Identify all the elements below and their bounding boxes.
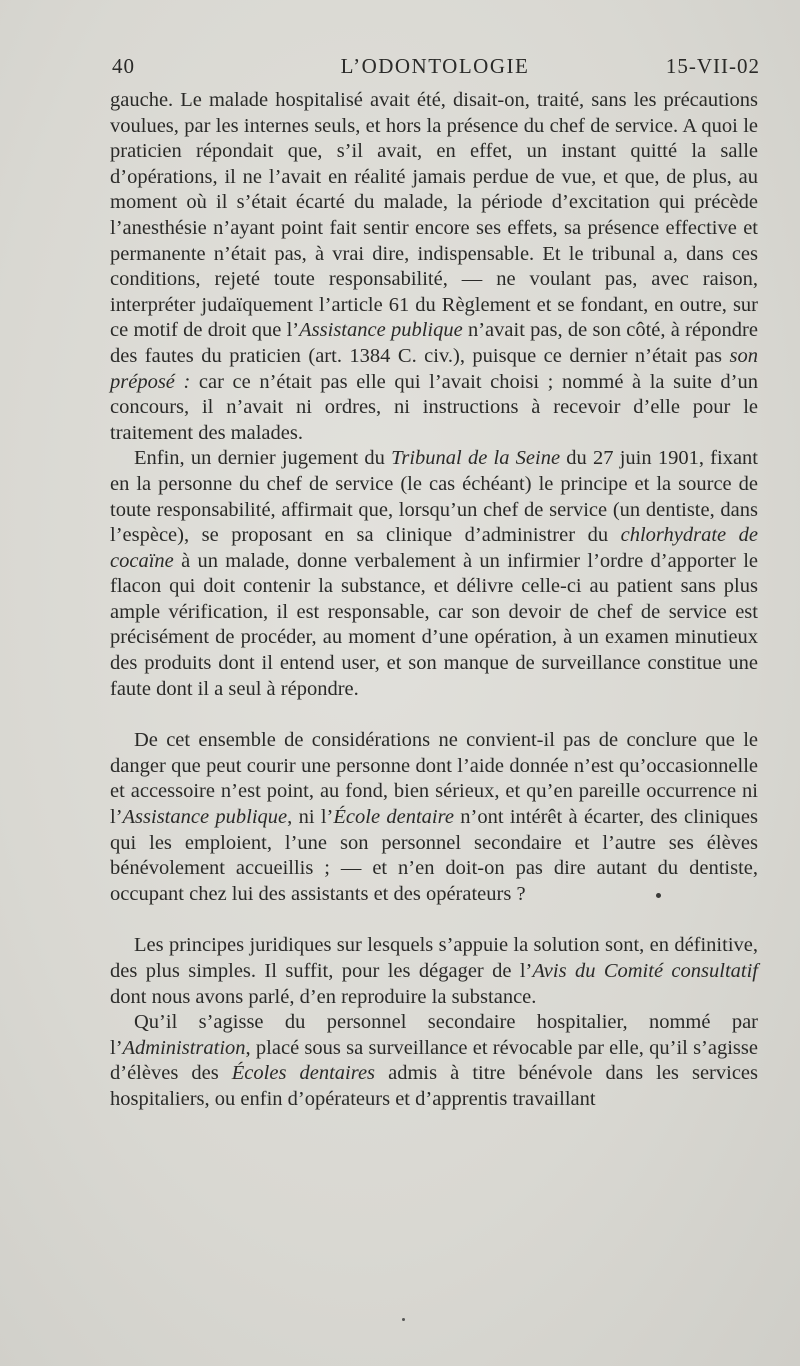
journal-title: L’ODONTOLOGIE: [340, 54, 530, 78]
paragraph-1: [110, 88, 758, 446]
text-run: Les principes juridiques sur lesquels s’appuie la solution sont, en définitive, des plus simples. Il suffit, pour les dégager de l’: [110, 934, 758, 982]
text-run: admis à titre bénévole dans les services hospitaliers, ou enfin d’opérateurs et d’apprentis travaillant: [110, 1062, 759, 1110]
page-number: 40: [112, 54, 135, 78]
italic-phrase: chlorhydrate de cocaïne: [110, 524, 759, 572]
italic-phrase: Écoles dentaires: [231, 1062, 376, 1085]
italic-phrase: École dentaire: [333, 806, 454, 829]
text-run: , placé sous sa surveillance et révocable par elle, qu’il s’agisse d’élèves des: [110, 1036, 758, 1085]
text-run: n’ont intérêt à écarter, des cliniques qui les emploient, l’une son personnel secondaire et l’autre ses élèves bénévolement accueillis ; — et n’en doit-on pas dire autant du dentiste, occupant chez lui des assistants et des opérateurs ?: [110, 806, 758, 905]
body-text: [110, 88, 758, 1113]
text-run: du 27 juin 1901, fixant en la personne du chef de service (le cas échéant) le principe et la source de toute responsabilité, affirmait que, lorsqu’un chef de service (un dentiste, dans l’espèce), se proposant en sa clinique d’administrer du: [110, 447, 758, 547]
italic-phrase: Administration: [122, 1036, 246, 1059]
italic-phrase: Assistance publique: [299, 319, 463, 342]
text-run: De cet ensemble de considérations ne convient-il pas de conclure que le danger que peut courir une personne dont l’aide donnée n’est qu’occasionnelle et accessoire n’est point, au fond, bien sérieux, et qu’en pareille occurrence ni l’: [110, 729, 758, 829]
issue-date: 15-VII-02: [665, 54, 760, 78]
text-run: à un malade, donne verbalement à un infirmier l’ordre d’apporter le flacon qui doit contenir la substance, et délivre celle-ci au patient sans plus ample vérification, il est responsable, car son devoir de chef de service est précisément de procéder, au moment d’une opération, à un examen minutieux des produits dont il entend user, et son manque de surveillance constitue une faute dont il a seul à répondre.: [110, 549, 758, 700]
italic-phrase: Assistance publique: [122, 806, 288, 829]
text-run: , ni l’: [287, 806, 334, 829]
paragraph-5: [110, 1010, 758, 1112]
print-speck: [402, 1318, 405, 1321]
paragraph-3: [110, 728, 758, 907]
italic-phrase: Tribunal de la Seine: [391, 447, 561, 470]
text-run: dont nous avons parlé, d’en reproduire la substance.: [110, 985, 537, 1008]
printer-mark: [656, 893, 661, 898]
text-run: Qu’il s’agisse du personnel secondaire hospitalier, nommé par l’: [110, 1011, 758, 1059]
text-run: n’avait pas, de son côté, à répondre des fautes du praticien (art. 1384 C. civ.), puisque ce dernier n’était pas: [110, 319, 758, 367]
running-head: [110, 54, 760, 84]
italic-phrase: son préposé :: [110, 344, 758, 393]
text-run: car ce n’était pas elle qui l’avait choisi ; nommé à la suite d’un concours, il n’avait ni ordres, ni instructions à recevoir d’elle pour le traitement des malades.: [110, 370, 758, 444]
text-run: Enfin, un dernier jugement du: [134, 447, 392, 470]
paragraph-2: [110, 446, 758, 702]
text-run: gauche. Le malade hospitalisé avait été, disait-on, traité, sans les précautions voulues, par les internes seuls, et hors la présence du chef de service. A quoi le praticien répondait que, s’il avait, en effet, un instant quitté la salle d’opérations, il ne l’avait en réalité jamais perdue de vue, et que, de plus, au moment où il s’était écarté du malade, la période d’excitation qui précède l’anesthésie n’ayant point fait sentir encore ses effets, sa présence effective et permanente n’était pas, à vrai dire, indispensable. Et le tribunal a, dans ces conditions, rejeté toute responsabilité, — ne voulant pas, avec raison, interpréter judaïquement l’article 61 du Règlement et se fondant, en outre, sur ce motif de droit que l’: [110, 89, 758, 342]
paragraph-4: [110, 933, 758, 1010]
italic-phrase: Avis du Comité consultatif: [532, 960, 758, 982]
